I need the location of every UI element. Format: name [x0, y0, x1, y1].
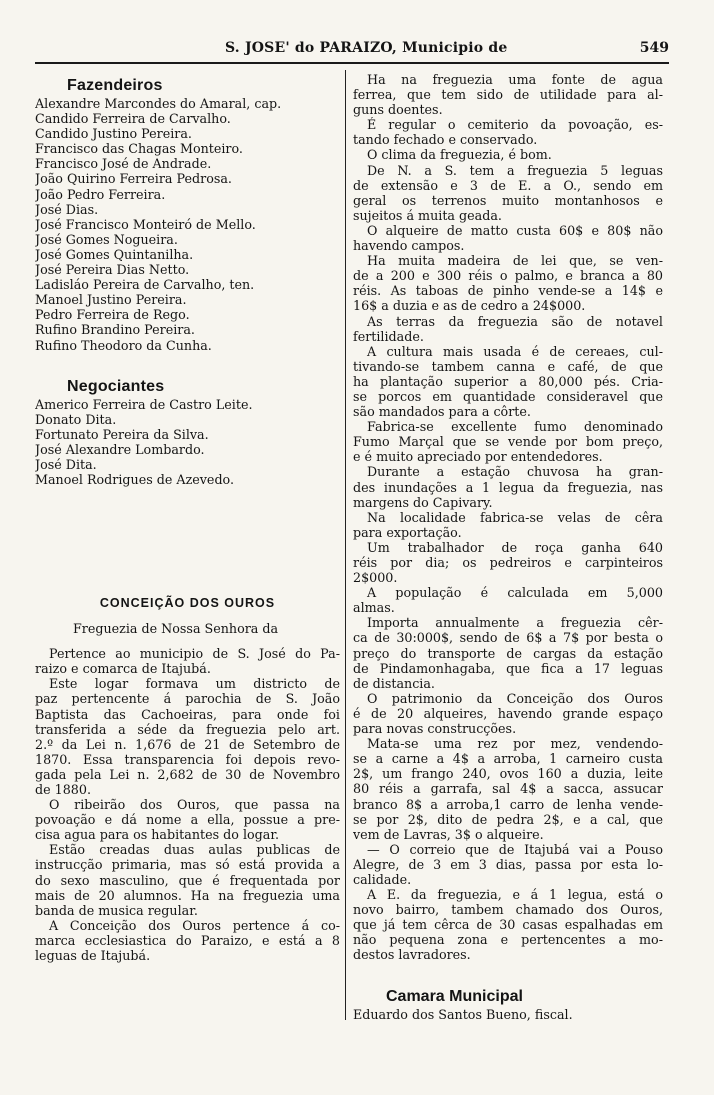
paragraph-line: transferida a séde da freguezia pelo art. — [35, 721, 340, 737]
paragraph-line: margens do Capivary. — [353, 494, 493, 510]
paragraph-line: 80 réis a garrafa, sal 4$ a sacca, assucar — [353, 781, 663, 797]
paragraph-line: 2$000. — [353, 570, 398, 586]
camara-line: Eduardo dos Santos Bueno, fiscal. — [353, 1006, 573, 1022]
paragraph-line: ferrea, que tem sido de utilidade para al- — [353, 87, 663, 103]
paragraph-line: O patrimonio da Conceição dos Ouros — [367, 690, 663, 706]
paragraph-line: e é muito apreciado por entendedores. — [353, 449, 603, 465]
fazendeiro-entry: Francisco das Chagas Monteiro. — [35, 141, 243, 157]
paragraph-line: se a carne a 4$ a arroba, 1 carneiro custa — [353, 751, 663, 767]
paragraph-line: calidade. — [353, 871, 412, 887]
camara-heading: Camara Municipal — [386, 987, 523, 1005]
paragraph-line: 2.º da Lei n. 1,676 de 21 de Setembro de — [35, 736, 340, 752]
paragraph-line: cisa agua para os habitantes do logar. — [35, 827, 280, 843]
fazendeiro-entry: Candido Ferreira de Carvalho. — [35, 111, 231, 127]
paragraph-line: povoação e dá nome a ella, possue a pre- — [35, 812, 340, 828]
paragraph-line: gada pela Lei n. 2,682 de 30 de Novembro — [35, 766, 340, 782]
conceicao-heading: CONCEIÇÃO DOS OUROS — [99, 596, 276, 611]
running-header — [35, 40, 669, 62]
paragraph-line: preço do transporte de cargas da estação — [353, 645, 663, 661]
paragraph-line: paz pertencente á parochia de S. João — [35, 691, 340, 707]
paragraph-line: sujeitos á muita geada. — [353, 207, 502, 223]
paragraph-line: se porcos em quantidade consideravel que — [353, 388, 663, 404]
paragraph-line: É regular o cemiterio da povoação, es- — [367, 117, 663, 133]
paragraph-line: mais de 20 alumnos. Ha na freguezia uma — [35, 887, 340, 903]
paragraph-line: As terras da freguezia são de notavel — [367, 313, 663, 329]
negociante-entry: José Dita. — [35, 456, 97, 472]
paragraph-line: des inundações a 1 legua da freguezia, nas — [353, 479, 663, 495]
paragraph-line: 16$ a duzia e as de cedro a 24$000. — [353, 298, 586, 314]
paragraph-line: Alegre, de 3 em 3 dias, passa por esta lo- — [353, 856, 663, 872]
paragraph-line: havendo campos. — [353, 238, 465, 254]
fazendeiro-entry: Ladisláo Pereira de Carvalho, ten. — [35, 277, 255, 293]
paragraph-line: tando fechado e conservado. — [353, 132, 538, 148]
paragraph-line: do sexo masculino, que é frequentada por — [35, 872, 340, 888]
paragraph-line: de distancia. — [353, 675, 435, 691]
paragraph-line: Ha muita madeira de lei que, se ven- — [367, 253, 663, 269]
conceicao-paragraphs — [35, 646, 340, 963]
fazendeiro-entry: Rufino Brandino Pereira. — [35, 322, 195, 338]
paragraph-line: são mandados para a côrte. — [353, 404, 531, 420]
paragraph-line: Fabrica-se excellente fumo denominado — [367, 419, 663, 435]
right-paragraphs — [353, 72, 663, 963]
paragraph-line: Pertence ao municipio de S. José do Pa- — [49, 646, 340, 662]
conceicao-subheading: Freguezia de Nossa Senhora da — [73, 621, 279, 637]
paragraph-line: Mata-se uma rez por mez, vendendo- — [367, 736, 663, 752]
paragraph-line: Importa annualmente a freguezia cêr- — [367, 615, 663, 631]
right-column — [353, 72, 663, 1022]
fazendeiro-entry: Alexandre Marcondes do Amaral, cap. — [35, 96, 282, 111]
paragraph-line: Fumo Marçal que se vende por bom preço, — [353, 434, 663, 450]
paragraph-line: para exportação. — [353, 524, 462, 540]
column-divider — [345, 70, 346, 1020]
paragraph-line: O ribeirão dos Ouros, que passa na — [49, 797, 340, 813]
negociantes-list — [35, 397, 340, 488]
negociante-entry: Fortunato Pereira da Silva. — [35, 426, 209, 442]
negociante-entry: Manoel Rodrigues de Azevedo. — [35, 472, 235, 488]
paragraph-line: para novas construcções. — [353, 721, 517, 737]
fazendeiro-entry: João Quirino Ferreira Pedrosa. — [35, 171, 232, 187]
paragraph-line: réis. As taboas de pinho vende-se a 14$ e — [353, 283, 663, 299]
negociante-entry: José Alexandre Lombardo. — [35, 441, 205, 457]
paragraph-line: Na localidade fabrica-se velas de cêra — [367, 509, 663, 525]
paragraph-line: não pequena zona e pertencentes a mo- — [353, 932, 663, 948]
paragraph-line: ca de 30:000$, sendo de 6$ a 7$ por besta o — [353, 630, 663, 646]
paragraph-line: de Pindamonhagaba, que fica a 17 leguas — [353, 660, 663, 676]
fazendeiro-entry: Rufino Theodoro da Cunha. — [35, 337, 212, 353]
negociante-entry: Donato Dita. — [35, 411, 117, 427]
fazendeiro-entry: José Dias. — [35, 201, 99, 217]
paragraph-line: banda de musica regular. — [35, 902, 198, 918]
page-number: 549 — [639, 40, 669, 56]
fazendeiro-entry: José Gomes Quintanilha. — [35, 246, 194, 262]
paragraph-line: almas. — [353, 600, 395, 616]
paragraph-line: instrucção primaria, mas só está provida a — [35, 857, 340, 873]
paragraph-line: De N. a S. tem a freguezia 5 leguas — [367, 162, 663, 178]
paragraph-line: A população é calculada em 5,000 — [367, 585, 663, 601]
fazendeiros-list — [35, 96, 340, 353]
fazendeiro-entry: Francisco José de Andrade. — [35, 156, 212, 172]
paragraph-line: fertilidade. — [353, 328, 424, 344]
paragraph-line: raizo e comarca de Itajubá. — [35, 661, 211, 677]
paragraph-line: 2$, um frango 240, ovos 160 a duzia, leite — [353, 766, 663, 782]
paragraph-line: A cultura mais usada é de cereaes, cul- — [367, 343, 663, 359]
paragraph-line: marca ecclesiastica do Paraizo, e está a 8 — [35, 932, 340, 948]
paragraph-line: réis por dia; os pedreiros e carpinteiros — [353, 555, 663, 570]
paragraph-line: geral os terrenos muito montanhosos e — [353, 192, 663, 208]
header-rule — [35, 62, 669, 64]
paragraph-line: se por 2$, dito de pedra 2$, e a cal, que — [353, 811, 663, 827]
left-column — [35, 72, 340, 963]
paragraph-line: vem de Lavras, 3$ o alqueire. — [353, 826, 544, 842]
fazendeiro-entry: José Pereira Dias Netto. — [35, 262, 190, 278]
paragraph-line: Este logar formava um districto de — [49, 676, 340, 692]
fazendeiro-entry: Candido Justino Pereira. — [35, 126, 192, 142]
paragraph-line: destos lavradores. — [353, 947, 471, 963]
paragraph-line: — O correio que de Itajubá vai a Pouso — [367, 841, 663, 857]
paragraph-line: de a 200 e 300 réis o palmo, e branca a 80 — [353, 268, 663, 284]
negociantes-heading: Negociantes — [67, 377, 165, 395]
paragraph-line: é de 20 alqueires, havendo grande espaço — [353, 705, 663, 721]
paragraph-line: Um trabalhador de roça ganha 640 — [367, 539, 663, 555]
paragraph-line: O clima da freguezia, é bom. — [367, 147, 552, 163]
paragraph-line: tivando-se tambem canna e café, de que — [353, 358, 663, 374]
paragraph-line: de 1880. — [35, 782, 91, 797]
paragraph-line: A E. da freguezia, e á 1 legua, está o — [367, 887, 663, 903]
fazendeiro-entry: Manoel Justino Pereira. — [35, 292, 187, 308]
paragraph-line: que já tem cêrca de 30 casas espalhadas em — [353, 917, 663, 933]
paragraph-line: O alqueire de matto custa 60$ e 80$ não — [367, 222, 663, 238]
header-title: S. JOSE' do PARAIZO, Municipio de — [225, 40, 508, 56]
fazendeiro-entry: João Pedro Ferreira. — [35, 186, 166, 202]
paragraph-line: Estão creadas duas aulas publicas de — [49, 842, 340, 858]
fazendeiro-entry: José Gomes Nogueira. — [35, 231, 178, 247]
paragraph-line: ha plantação superior a 80,000 pés. Cria- — [353, 373, 663, 389]
paragraph-line: leguas de Itajubá. — [35, 948, 151, 964]
fazendeiro-entry: Pedro Ferreira de Rego. — [35, 307, 190, 323]
negociante-entry: Americo Ferreira de Castro Leite. — [35, 396, 253, 412]
paragraph-line: A Conceição dos Ouros pertence á co- — [49, 917, 340, 933]
paragraph-line: guns doentes. — [353, 102, 443, 118]
fazendeiros-heading: Fazendeiros — [67, 77, 163, 94]
paragraph-line: Ha na freguezia uma fonte de agua — [367, 72, 663, 87]
fazendeiro-entry: José Francisco Monteiró de Mello. — [35, 216, 256, 232]
paragraph-line: novo bairro, tambem chamado dos Ouros, — [353, 902, 663, 918]
paragraph-line: 1870. Essa transparencia foi depois revo- — [35, 751, 340, 767]
paragraph-line: de extensão e 3 de E. a O., sendo em — [353, 177, 663, 193]
paragraph-line: branco 8$ a arroba,1 carro de lenha vende- — [353, 796, 663, 812]
paragraph-line: Baptista das Cachoeiras, para onde foi — [35, 706, 340, 722]
paragraph-line: Durante a estação chuvosa ha gran- — [367, 464, 663, 480]
